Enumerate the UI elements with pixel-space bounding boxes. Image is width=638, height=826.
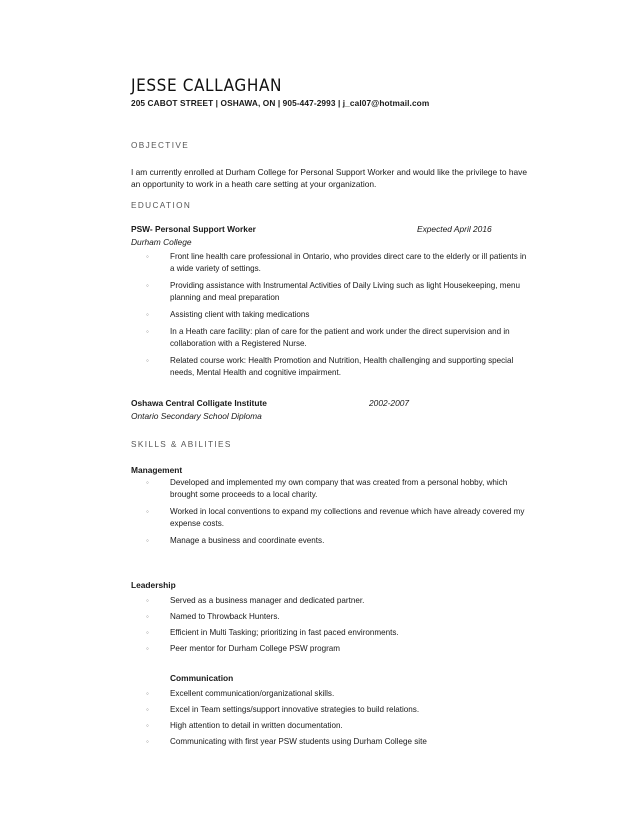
education-date: 2002-2007 [369, 398, 410, 408]
bullet-icon: ◦ [146, 281, 149, 290]
bullet-icon: ◦ [146, 737, 149, 746]
list-item: ◦ In a Heath care facility: plan of care for the patient and work under the direct supervision and in collaboration with a Registered Nurse. [146, 327, 510, 348]
bullet-icon: ◦ [146, 252, 149, 261]
bullet-icon: ◦ [146, 705, 149, 714]
list-item: ◦ Peer mentor for Durham College PSW program [146, 644, 341, 653]
section-heading-education: EDUCATION [131, 201, 192, 210]
education-date: Expected April 2016 [417, 224, 492, 234]
education-school: Ontario Secondary School Diploma [131, 411, 262, 421]
education-program: PSW- Personal Support Worker [131, 224, 256, 234]
list-item: ◦ Developed and implemented my own company that was created from a personal hobby, which brought some proceeds to a local charity. [146, 478, 508, 499]
education-school: Durham College [131, 237, 192, 247]
list-item: ◦ High attention to detail in written documentation. [146, 721, 343, 730]
list-item: ◦ Worked in local conventions to expand my collections and revenue which have already covered my expense costs. [146, 507, 525, 528]
section-heading-objective: OBJECTIVE [131, 141, 190, 150]
skill-group-title: Management [131, 465, 183, 475]
list-item: ◦ Served as a business manager and dedicated partner. [146, 596, 365, 605]
communication-bullet-list [146, 688, 531, 748]
education-bullet-list [146, 251, 531, 379]
bullet-icon: ◦ [146, 689, 149, 698]
list-item: ◦ Providing assistance with Instrumental Activities of Daily Living such as light Housekeeping, menu planning and meal preparation [146, 281, 521, 302]
list-item: ◦ Assisting client with taking medications [146, 310, 310, 319]
bullet-icon: ◦ [146, 596, 149, 605]
bullet-icon: ◦ [146, 536, 149, 545]
objective-text: I am currently enrolled at Durham College for Personal Support Worker and would like the privilege to have an opportunity to work in a heath care setting at your organization. [131, 167, 527, 189]
bullet-icon: ◦ [146, 628, 149, 637]
bullet-icon: ◦ [146, 507, 149, 516]
management-bullet-list [146, 477, 531, 547]
bullet-icon: ◦ [146, 644, 149, 653]
bullet-icon: ◦ [146, 327, 149, 336]
list-item: ◦ Manage a business and coordinate events. [146, 536, 325, 545]
list-item: ◦ Named to Throwback Hunters. [146, 612, 280, 621]
section-heading-skills: SKILLS & ABILITIES [131, 440, 232, 449]
skill-group-title: Communication [170, 673, 234, 683]
list-item: ◦ Efficient in Multi Tasking; prioritizing in fast paced environments. [146, 628, 399, 637]
list-item: ◦ Front line health care professional in Ontario, who provides direct care to the elderly or ill patients in a wide variety of settings. [146, 252, 527, 273]
bullet-icon: ◦ [146, 612, 149, 621]
bullet-icon: ◦ [146, 356, 149, 365]
list-item: ◦ Related course work: Health Promotion and Nutrition, Health challenging and supporting special needs, Mental Health and cognitive impairment. [146, 356, 514, 377]
list-item: ◦ Communicating with first year PSW students using Durham College site [146, 737, 427, 746]
contact-line: 205 CABOT STREET | OSHAWA, ON | 905-447-2993 | j_cal07@hotmail.com [131, 98, 430, 108]
bullet-icon: ◦ [146, 721, 149, 730]
leadership-bullet-list [146, 595, 531, 655]
bullet-icon: ◦ [146, 478, 149, 487]
skill-group-title: Leadership [131, 580, 176, 590]
bullet-icon: ◦ [146, 310, 149, 319]
resume-name: JESSE CALLAGHAN [131, 76, 283, 96]
list-item: ◦ Excel in Team settings/support innovative strategies to build relations. [146, 705, 420, 714]
list-item: ◦ Excellent communication/organizational skills. [146, 689, 335, 698]
education-program: Oshawa Central Colligate Institute [131, 398, 267, 408]
